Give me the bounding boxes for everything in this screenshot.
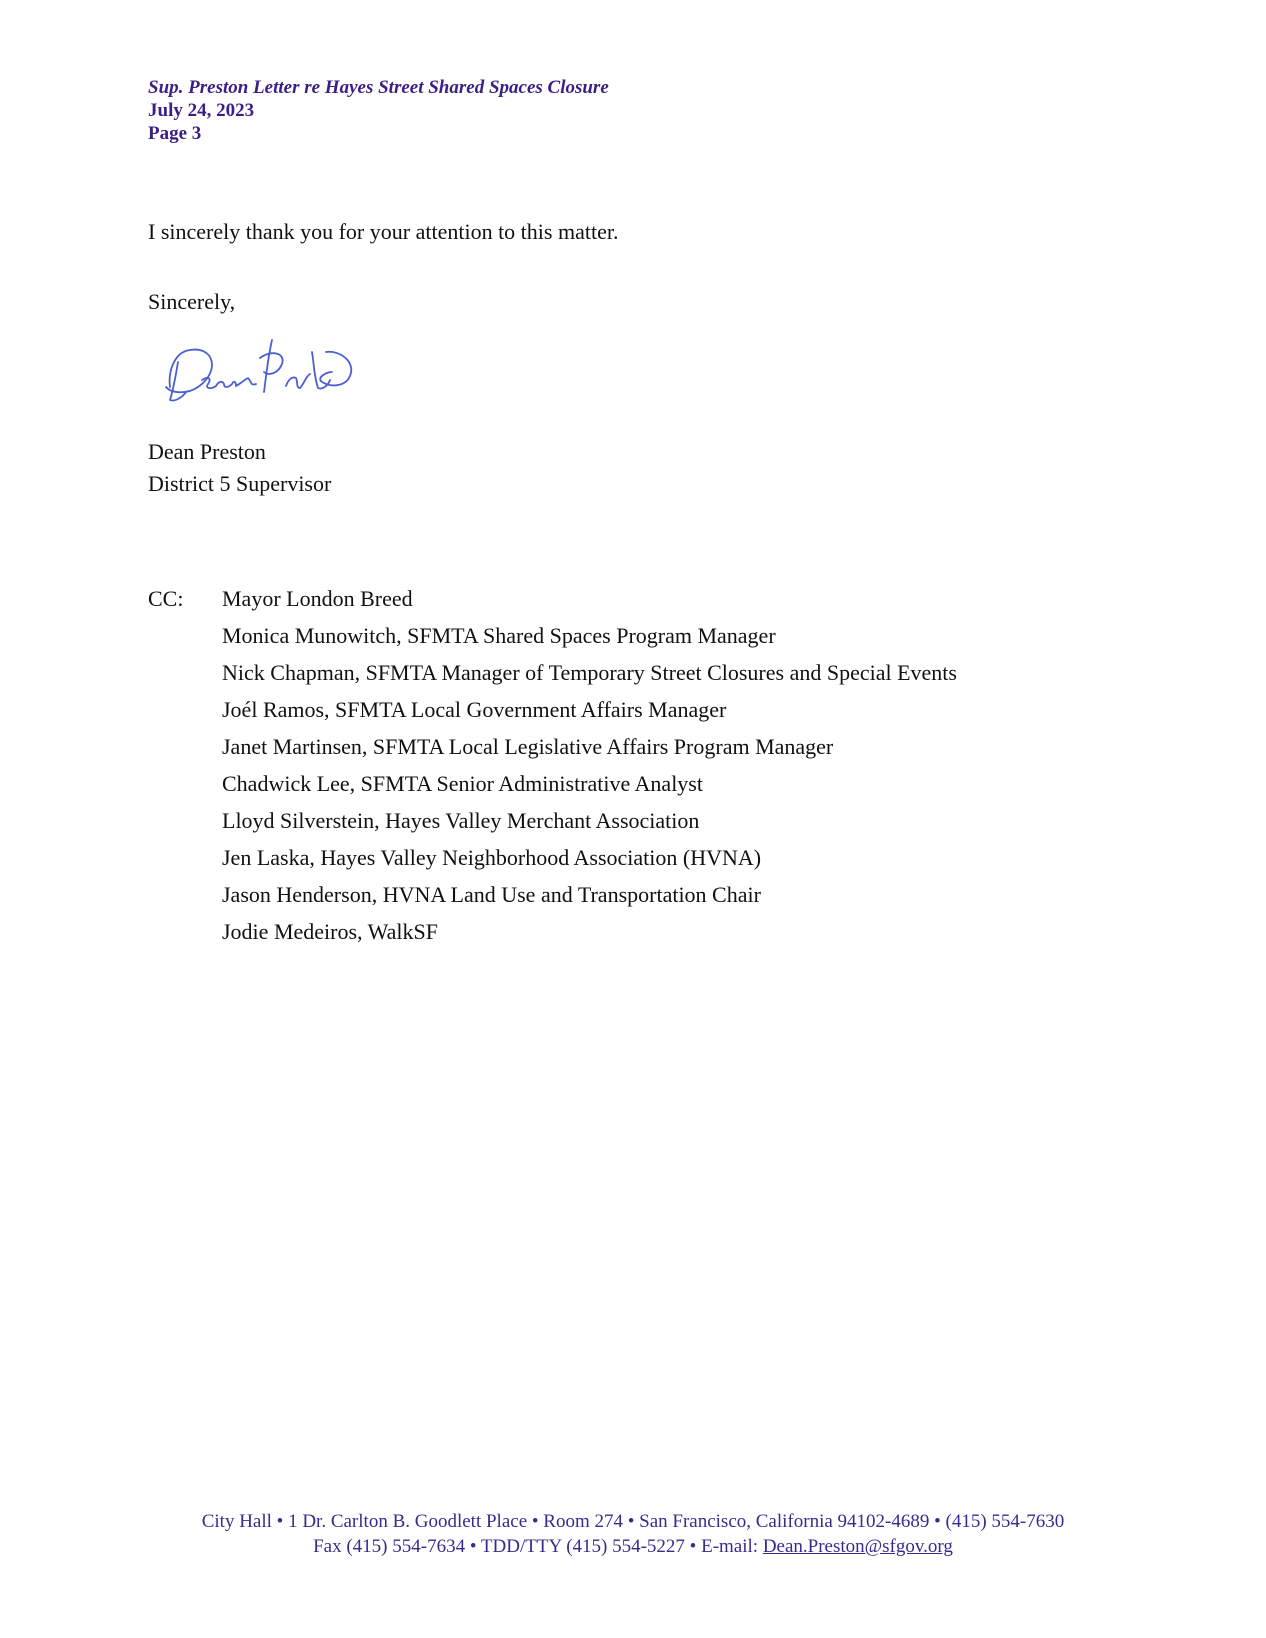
cc-label: CC: [148,586,184,611]
letter-header [148,76,609,145]
cc-recipient-list [222,580,1122,950]
signer-title: District 5 Supervisor [148,471,332,496]
page-number: Page 3 [148,123,202,144]
cc-recipient: Monica Munowitch, SFMTA Shared Spaces Program Manager [222,623,776,648]
cc-recipient: Jen Laska, Hayes Valley Neighborhood Association (HVNA) [222,845,762,870]
letter-date: July 24, 2023 [148,100,255,121]
closing-paragraph: I sincerely thank you for your attention to this matter. [148,219,619,244]
footer-address-line: City Hall • 1 Dr. Carlton B. Goodlett Place • Room 274 • San Francisco, California 94102-4689 • (415) 554-7630 [201,1511,1065,1532]
email-link[interactable]: Dean.Preston@sfgov.org [762,1536,953,1557]
salutation: Sincerely, [148,289,236,314]
footer-contact-prefix: Fax (415) 554-7634 • TDD/TTY (415) 554-5227 • E-mail: [313,1536,763,1557]
footer-contact-line [0,1534,1266,1559]
cc-recipient: Jason Henderson, HVNA Land Use and Transportation Chair [222,882,761,907]
cc-recipient: Lloyd Silverstein, Hayes Valley Merchant Association [222,808,700,833]
letter-footer [0,1509,1266,1559]
cc-recipient: Jodie Medeiros, WalkSF [222,919,438,944]
cc-recipient: Chadwick Lee, SFMTA Senior Administrative Analyst [222,771,703,796]
cc-recipient: Mayor London Breed [222,586,413,611]
cc-recipient: Joél Ramos, SFMTA Local Government Affairs Manager [222,697,727,722]
cc-recipient: Nick Chapman, SFMTA Manager of Temporary Street Closures and Special Events [222,660,957,685]
cc-recipient: Janet Martinsen, SFMTA Local Legislative Affairs Program Manager [222,734,834,759]
signer-name: Dean Preston [148,439,266,464]
signature-image [160,332,360,412]
letter-title: Sup. Preston Letter re Hayes Street Shared Spaces Closure [148,77,609,98]
